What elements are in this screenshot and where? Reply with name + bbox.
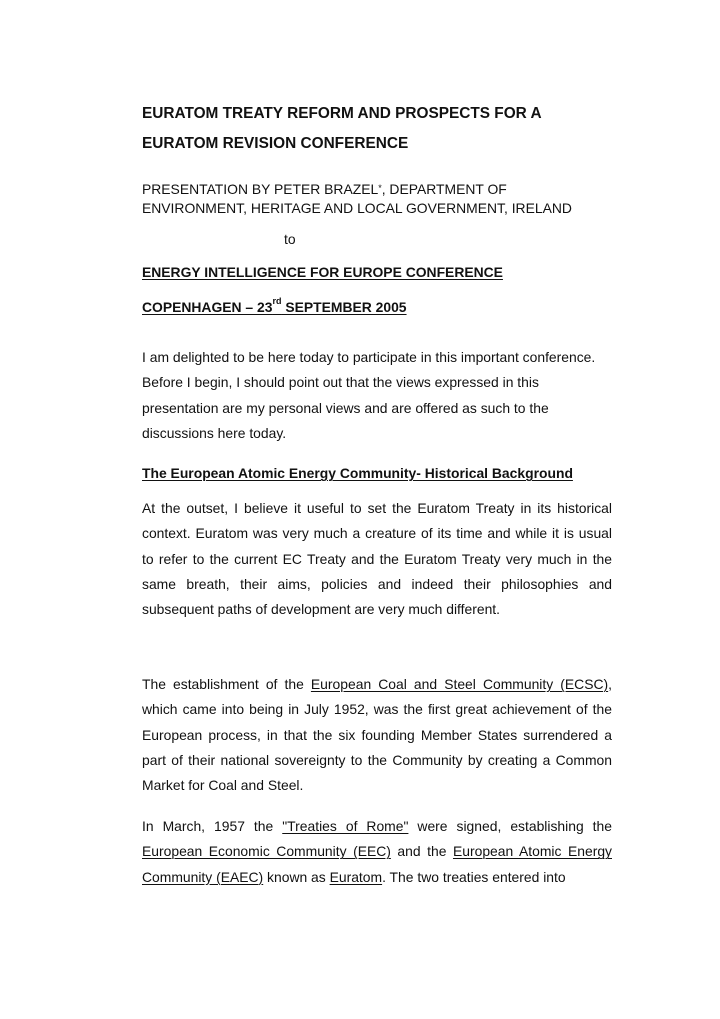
ecsc-pre: The establishment of the (142, 676, 311, 692)
eaec-link[interactable]: European Atomic Energy Community (EAEC) (142, 843, 612, 885)
date-ordinal: rd (272, 296, 282, 306)
treaties-of-rome-link[interactable]: "Treaties of Rome" (282, 818, 409, 834)
context-paragraph: At the outset, I believe it useful to set the Euratom Treaty in its historical context. Euratom was very much a creature of its time and while it is usual to refer to the current EC Treaty and the Euratom Treaty very much in the same breath, their aims, policies and indeed their philosophies and subsequent paths of development are very much different. (142, 500, 612, 618)
section-heading-text: The European Atomic Energy Community- Historical Background (142, 465, 573, 481)
conference-name (142, 264, 612, 280)
ecsc-post: , which came into being in July 1952, was the first great achievement of the European process, in that the six founding Member States surrendered a part of their national sovereignty to the Community by creating a Common Market for Coal and Steel. (142, 676, 612, 794)
euratom-link[interactable]: Euratom (329, 868, 383, 885)
title-line-2: EURATOM REVISION CONFERENCE (142, 135, 409, 152)
ecsc-link[interactable]: European Coal and Steel Community (ECSC) (310, 676, 609, 692)
date-place: COPENHAGEN – 23 (142, 299, 273, 315)
ecsc-paragraph (142, 672, 612, 798)
conference-date (142, 296, 612, 315)
conference-date-text (142, 296, 407, 315)
intro-paragraph: I am delighted to be here today to participate in this important conference. Before I begin, I should point out that the views expressed in this presentation are my personal views and are offered as such to the discussions here today. (142, 349, 596, 441)
date-month-year: SEPTEMBER 2005 (281, 299, 407, 315)
rome-paragraph (142, 814, 612, 890)
conference-name-text: ENERGY INTELLIGENCE FOR EUROPE CONFERENCE (142, 264, 503, 280)
presenter-line-1 (142, 180, 612, 199)
rome-mid-2: and the (390, 843, 453, 860)
eec-link[interactable]: European Economic Community (EEC) (142, 843, 391, 860)
rome-mid-3: known as (263, 868, 330, 885)
rome-post: . The two treaties entered into (382, 868, 566, 885)
presenter-dept-start: , DEPARTMENT OF (381, 181, 507, 197)
presenter-block (142, 180, 612, 218)
title-line-1: EURATOM TREATY REFORM AND PROSPECTS FOR A (142, 105, 542, 122)
to-word: to (284, 231, 296, 247)
section-heading (142, 465, 612, 481)
rome-pre: In March, 1957 the (142, 818, 283, 834)
rome-mid-1: were signed, establishing the (408, 818, 612, 834)
document-title (142, 99, 612, 159)
footnote-mark: * (378, 183, 382, 193)
presenter-name: PRESENTATION BY PETER BRAZEL (142, 181, 379, 197)
presenter-line-2: ENVIRONMENT, HERITAGE AND LOCAL GOVERNMENT, IRELAND (142, 200, 572, 216)
